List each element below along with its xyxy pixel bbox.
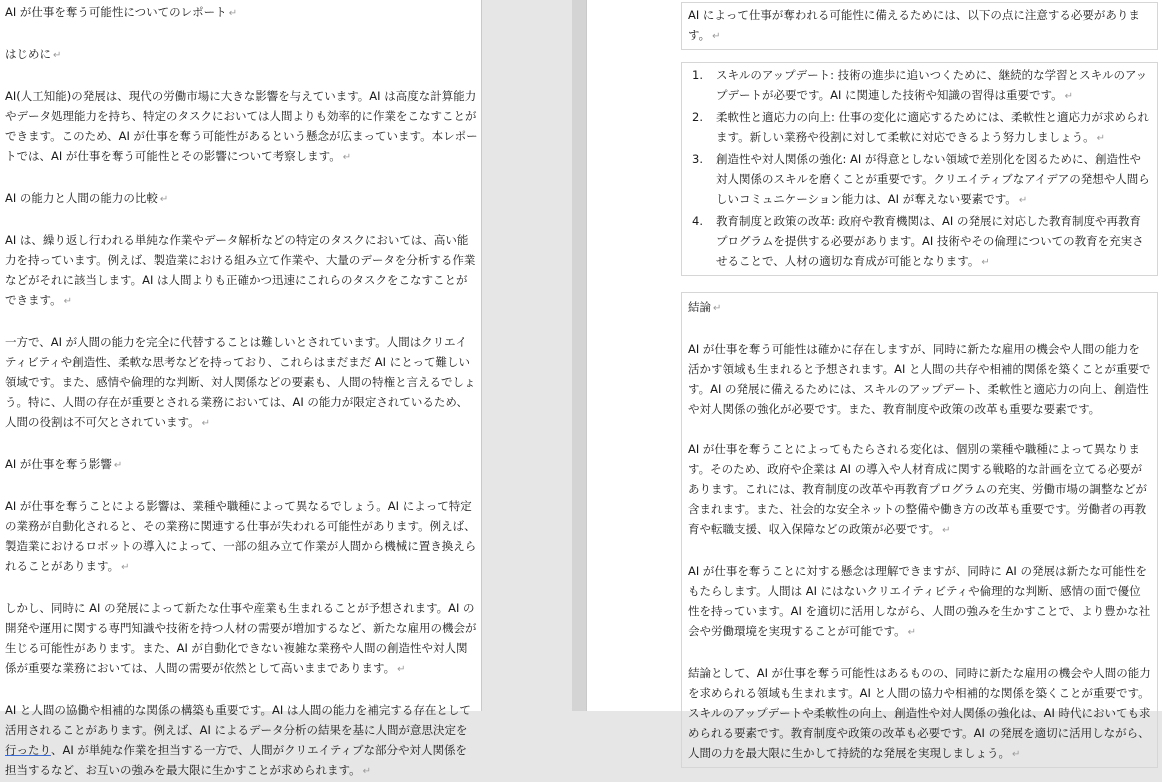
list-item: 3. 創造性や対人関係の強化: AI が得意としない領域で差別化を図るために、創造性や対人関係のスキルを磨くことが重要です。クリエイティブなアイデアの発想や人間らしいコミュニケーション能力は、AI が奪えない要素です。 ↵: [692, 152, 1150, 206]
numbered-list: [692, 65, 1151, 273]
document-page-left[interactable]: [0, 0, 482, 777]
list-item: 4. 教育制度と政策の改革: 政府や教育機関は、AI の発展に対応した教育制度や再教育プログラムを提供する必要があります。AI 技術やその倫理についての教育を充実させることで、人材の適切な育成が可能となります。 ↵: [692, 214, 1144, 268]
impact-heading: AI が仕事を奪う影響 ↵: [5, 457, 123, 471]
numbered-list-box: [681, 62, 1158, 276]
impact-paragraph-1: AI が仕事を奪うことによる影響は、業種や職種によって異なるでしょう。AI によって特定の業務が自動化されると、その業務に関連する仕事が失われる可能性があります。例えば、製造業におけるロボットの導入によって、一部の組み立て作業が人間から機械に置き換えられることがあります。 ↵: [5, 499, 477, 573]
document-title: AI が仕事を奪う可能性についてのレポート ↵: [5, 5, 238, 19]
list-item: 2. 柔軟性と適応力の向上: 仕事の変化に適応するためには、柔軟性と適応力が求められます。新しい業務や役割に対して柔軟に対応できるよう努力しましょう。 ↵: [692, 110, 1150, 144]
conclusion-paragraph-4: 結論として、AI が仕事を奪う可能性はあるものの、同時に新たな雇用の機会や人間の能力を求められる領域も生まれます。AI と人間の協力や相補的な関係を築くことが重要です。スキルのアップデートや柔軟性の向上、創造性や対人関係の強化は、AI 時代においても求められる要素です。教育制度や政策の改革も必要です。AI の発展を適切に活用しながら、人間の力を最大限に生かして持続的な発展を実現しましょう。 ↵: [688, 666, 1151, 760]
page-gap: [482, 0, 586, 711]
lead-paragraph: AI によって仕事が奪われる可能性に備えるためには、以下の点に注意する必要があります。 ↵: [688, 8, 1140, 42]
lead-box: [681, 2, 1158, 50]
intro-heading: はじめに ↵: [5, 47, 62, 61]
compare-heading: AI の能力と人間の能力の比較 ↵: [5, 191, 169, 205]
compare-paragraph-1: AI は、繰り返し行われる単純な作業やデータ解析などの特定のタスクにおいては、高い能力を持っています。例えば、製造業における組み立て作業や、大量のデータを分析する作業などがそれに該当します。AI は人間よりも正確かつ迅速にこれらのタスクをこなすことができます。 ↵: [5, 233, 476, 307]
conclusion-paragraph-2: AI が仕事を奪うことによってもたらされる変化は、個別の業種や職種によって異なります。そのため、政府や企業は AI の導入や人材育成に関する戦略的な計画を立てる必要があります。これには、教育制度の改革や再教育プログラムの充実、労働市場の調整などが含まれます。また、社会的な安全ネットの整備や働き方の改革も重要です。労働者の再教育や転職支援、収入保障などの政策が必要です。 ↵: [688, 442, 1147, 536]
conclusion-heading: 結論 ↵: [688, 300, 722, 314]
conclusion-paragraph-3: AI が仕事を奪うことに対する懸念は理解できますが、同時に AI の発展は新たな可能性をもたらします。人間は AI にはないクリエイティビティや倫理的な判断、感情の面で優位性を持っています。AI を適切に活用しながら、人間の強みを生かすことで、より豊かな社会や労働環境を実現することが可能です。 ↵: [688, 564, 1151, 638]
impact-paragraph-2: しかし、同時に AI の発展によって新たな仕事や産業も生まれることが予想されます。AI の開発や運用に関する専門知識や技術を持つ人材の需要が増加するなど、新たな雇用の機会が生じる可能性があります。また、AI が自動化できない複雑な業務や人間の創造性や対人関係が重要な業務においては、人間の需要が依然として高いままであります。 ↵: [5, 601, 477, 675]
document-page-right[interactable]: [586, 0, 1162, 760]
conclusion-paragraph-1: AI が仕事を奪う可能性は確かに存在しますが、同時に新たな雇用の機会や人間の能力を活かす領域も生まれると予想されます。AI と人間の共存や相補的関係を築くことが重要です。AI の発展に備えるためには、スキルのアップデート、柔軟性と適応力の向上、創造性や対人関係の強化が必要です。また、教育制度や政策の改革も重要な要素です。: [688, 342, 1151, 416]
compare-paragraph-2: 一方で、AI が人間の能力を完全に代替することは難しいとされています。人間はクリエイティビティや創造性、柔軟な思考などを持っており、これらはまだまだ AI にとって難しい領域です。また、感情や倫理的な判断、対人関係などの要素も、人間の特権と言えるでしょう。特に、人間の存在が重要とされる業務においては、AI の能力が限定されているため、人間の役割は不可欠とされています。 ↵: [5, 335, 476, 429]
impact-paragraph-3: AI と人間の協働や相補的な関係の構築も重要です。AI は人間の能力を補完する存在として活用されることがあります。例えば、AI によるデータ分析の結果を基に人間が意思決定を行ったり、AI が単純な作業を担当する一方で、人間がクリエイティブな部分や対人関係を担当するなど、お互いの強みを最大限に生かすことが求められます。 ↵: [5, 703, 471, 777]
spellcheck-underline[interactable]: 行ったり: [5, 743, 51, 757]
list-item: 1. スキルのアップデート: 技術の進歩に追いつくために、継続的な学習とスキルのアップデートが必要です。AI に関連した技術や知識の習得は重要です。 ↵: [692, 68, 1148, 102]
page-shadow: [572, 0, 586, 711]
intro-paragraph: AI(人工知能)の発展は、現代の労働市場に大きな影響を与えています。AI は高度な計算能力やデータ処理能力を持ち、特定のタスクにおいては人間よりも効率的に作業をこなすことができます。このため、AI が仕事を奪う可能性があるという懸念が広まっています。本レポートでは、AI が仕事を奪う可能性とその影響について考察します。 ↵: [5, 89, 478, 163]
conclusion-box: [681, 292, 1158, 768]
